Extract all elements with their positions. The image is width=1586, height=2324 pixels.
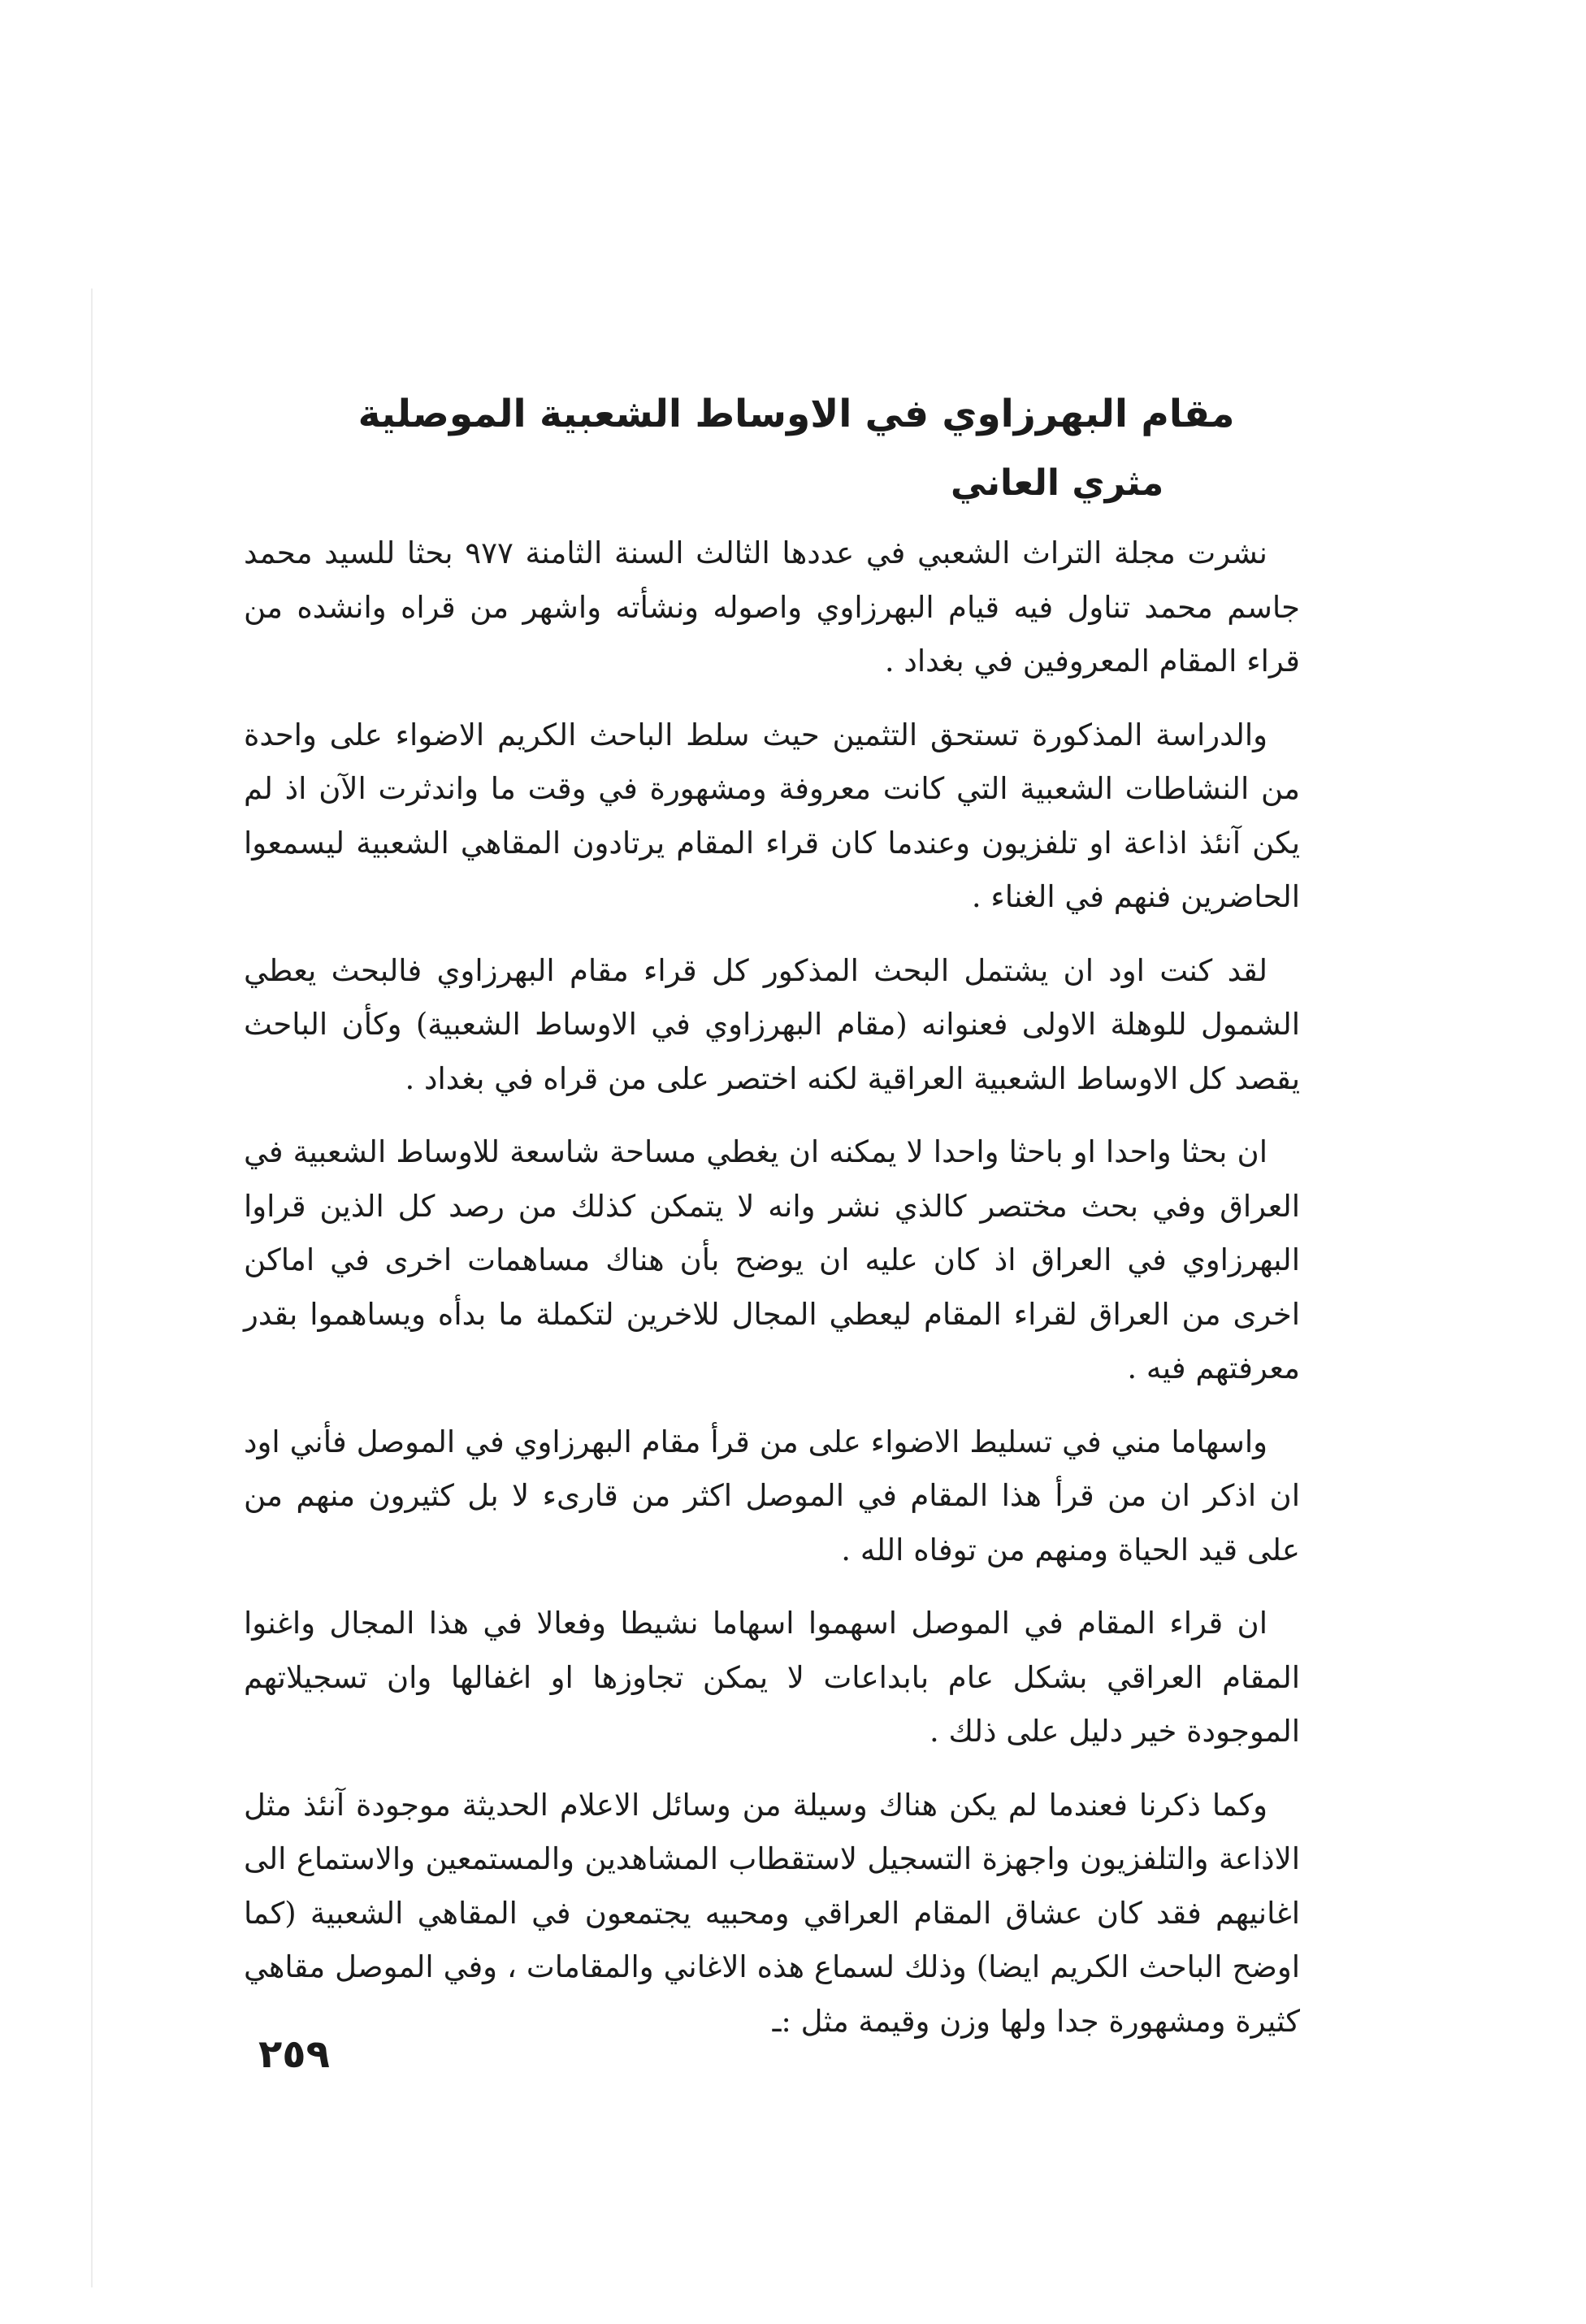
article-author: مثري العاني: [951, 462, 1164, 504]
paragraph-1: نشرت مجلة التراث الشعبي في عددها الثالث السنة الثامنة ٩٧٧ بحثا للسيد محمد جاسم محمد تناول فيه قيام البهرزاوي واصوله ونشأته واشهر من قراه وانشده من قراء المقام المعروفين في بغداد .: [244, 535, 1300, 679]
scan-edge-shadow: [91, 288, 93, 2287]
article-title: مقام البهرزاوي في الاوساط الشعبية الموصلية: [358, 392, 1235, 436]
page-number: ٢٥٩: [258, 2031, 330, 2077]
paragraph-7: وكما ذكرنا فعندما لم يكن هناك وسيلة من وسائل الاعلام الحديثة موجودة آنئذ مثل الاذاعة والتلفزيون واجهزة التسجيل لاستقطاب المشاهدين والمستمعين والاستماع الى اغانيهم فقد كان عشاق المقام العراقي ومحبيه يجتمعون في المقاهي الشعبية (كما اوضح الباحث الكريم ايضا) وذلك لسماع هذه الاغاني والمقامات ، وفي الموصل مقاهي كثيرة ومشهورة جدا ولها وزن وقيمة مثل :ـ: [244, 1787, 1300, 2039]
paragraph-2: والدراسة المذكورة تستحق التثمين حيث سلط الباحث الكريم الاضواء على واحدة من النشاطات الشعبية التي كانت معروفة ومشهورة في وقت ما واندثرت الآن اذ لم يكن آنئذ اذاعة او تلفزيون وعندما كان قراء المقام يرتادون المقاهي الشعبية ليسمعوا الحاضرين فنهم في الغناء .: [244, 717, 1300, 914]
article-body: [244, 382, 1300, 2068]
paragraph-6: ان قراء المقام في الموصل اسهموا اسهاما نشيطا وفعالا في هذا المجال واغنوا المقام العراقي بشكل عام بابداعات لا يمكن تجاوزها او اغفالها وان تسجيلاتهم الموجودة خير دليل على ذلك .: [244, 1606, 1300, 1749]
paragraph-3: لقد كنت اود ان يشتمل البحث المذكور كل قراء مقام البهرزاوي فالبحث يعطي الشمول للوهلة الاولى فعنوانه (مقام البهرزاوي في الاوساط الشعبية) وكأن الباحث يقصد كل الاوساط الشعبية العراقية لكنه اختصر على من قراه في بغداد .: [244, 952, 1300, 1096]
paragraph-5: واسهاما مني في تسليط الاضواء على من قرأ مقام البهرزاوي في الموصل فأني اود ان اذكر ان من قرأ هذا المقام في الموصل اكثر من قارىء لا بل كثيرون منهم من على قيد الحياة ومنهم من توفاه الله .: [244, 1424, 1300, 1567]
paragraph-4: ان بحثا واحدا او باحثا واحدا لا يمكنه ان يغطي مساحة شاسعة للاوساط الشعبية في العراق وفي بحث مختصر كالذي نشر وانه لا يتمكن كذلك من رصد كل الذين قراوا البهرزاوي في العراق اذ كان عليه ان يوضح بأن هناك مساهمات اخرى في اماكن اخرى من العراق لقراء المقام ليعطي المجال للاخرين لتكملة ما بدأه ويساهموا بقدر معرفتهم فيه .: [244, 1134, 1300, 1385]
